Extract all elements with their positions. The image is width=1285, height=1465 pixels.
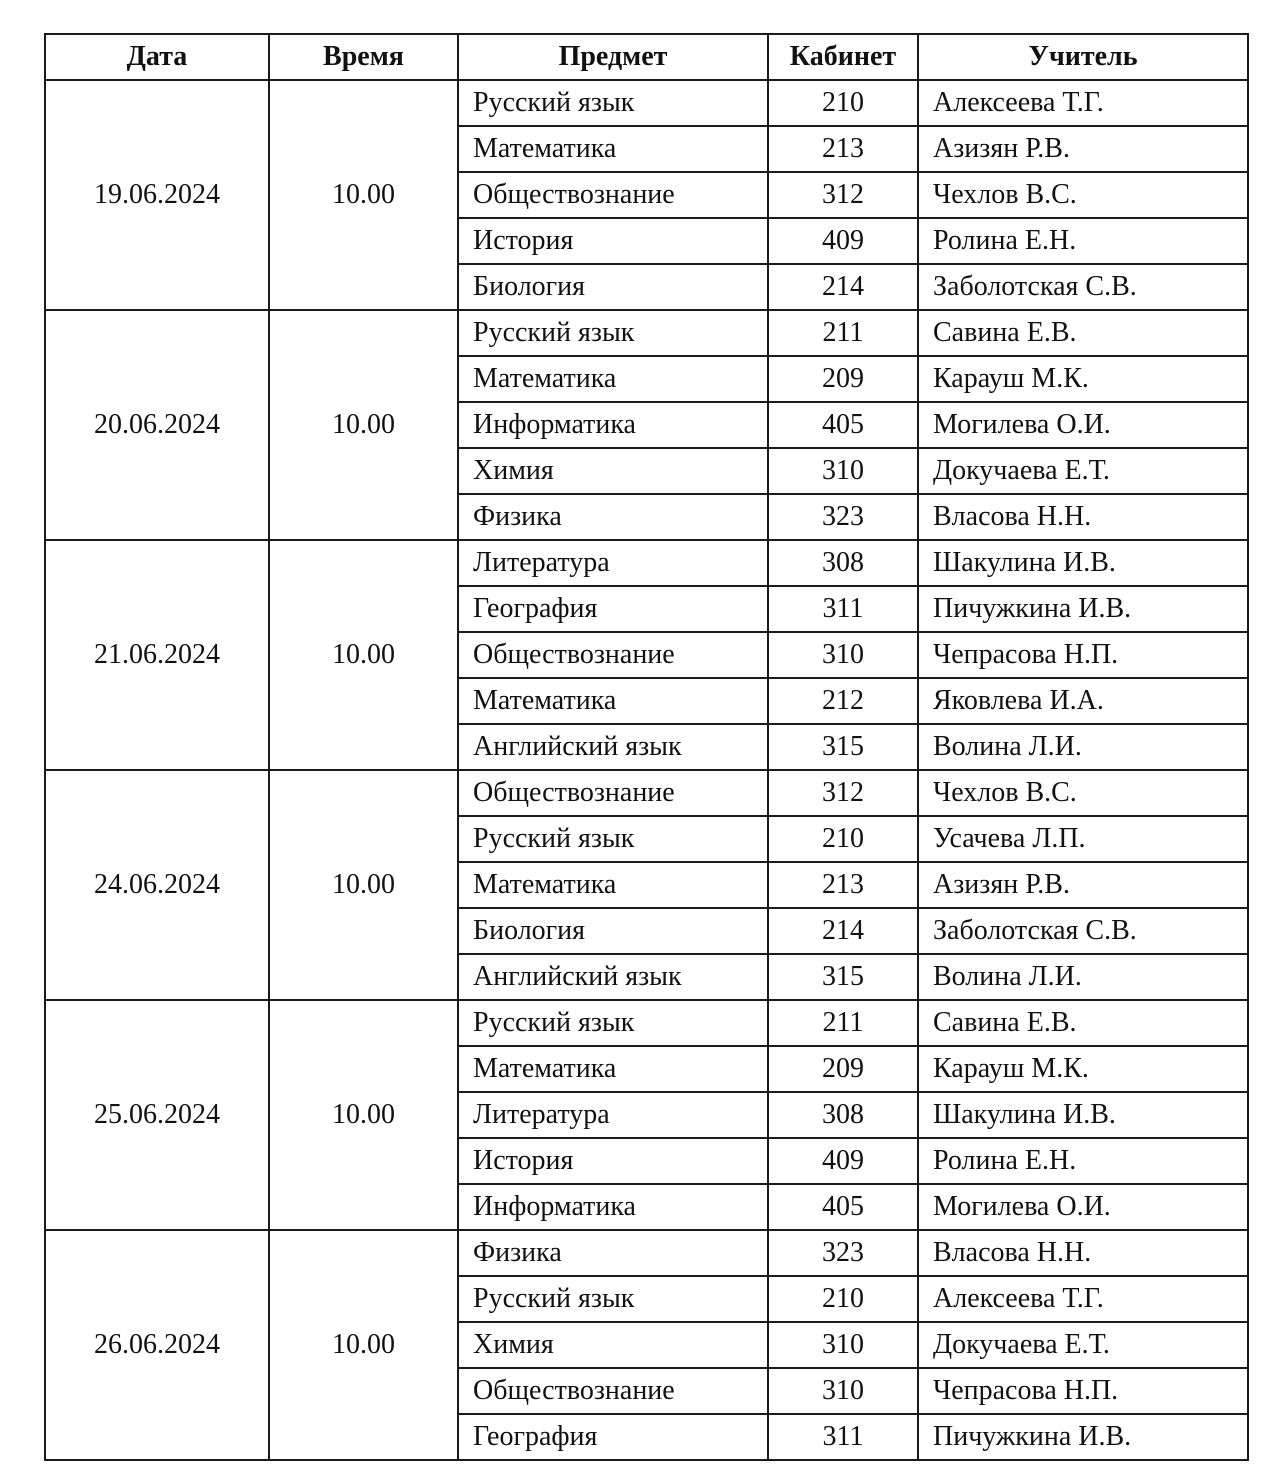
teacher-cell: Азизян Р.В. xyxy=(918,126,1248,172)
teacher-cell: Алексеева Т.Г. xyxy=(918,80,1248,126)
teacher-cell: Яковлева И.А. xyxy=(918,678,1248,724)
subject-cell: Русский язык xyxy=(458,310,768,356)
exam-time: 10.00 xyxy=(269,1000,458,1230)
teacher-cell: Савина Е.В. xyxy=(918,1000,1248,1046)
room-cell: 310 xyxy=(768,448,918,494)
header-subject: Предмет xyxy=(458,34,768,80)
room-cell: 409 xyxy=(768,1138,918,1184)
room-cell: 310 xyxy=(768,1322,918,1368)
room-cell: 212 xyxy=(768,678,918,724)
teacher-cell: Ролина Е.Н. xyxy=(918,218,1248,264)
exam-time: 10.00 xyxy=(269,1230,458,1460)
exam-time: 10.00 xyxy=(269,770,458,1000)
header-time: Время xyxy=(269,34,458,80)
exam-time: 10.00 xyxy=(269,80,458,310)
header-row xyxy=(45,34,1248,80)
exam-date: 21.06.2024 xyxy=(45,540,269,770)
teacher-cell: Чепрасова Н.П. xyxy=(918,632,1248,678)
teacher-cell: Докучаева Е.Т. xyxy=(918,448,1248,494)
table-row xyxy=(45,310,1248,356)
table-row xyxy=(45,1230,1248,1276)
subject-cell: Химия xyxy=(458,1322,768,1368)
room-cell: 311 xyxy=(768,1414,918,1460)
subject-cell: Биология xyxy=(458,264,768,310)
teacher-cell: Власова Н.Н. xyxy=(918,1230,1248,1276)
table-row xyxy=(45,1000,1248,1046)
subject-cell: Литература xyxy=(458,540,768,586)
room-cell: 308 xyxy=(768,540,918,586)
table-row xyxy=(45,80,1248,126)
teacher-cell: Чепрасова Н.П. xyxy=(918,1368,1248,1414)
table-body xyxy=(45,80,1248,1460)
teacher-cell: Карауш М.К. xyxy=(918,1046,1248,1092)
teacher-cell: Чехлов В.С. xyxy=(918,770,1248,816)
subject-cell: Русский язык xyxy=(458,80,768,126)
room-cell: 213 xyxy=(768,126,918,172)
teacher-cell: Азизян Р.В. xyxy=(918,862,1248,908)
subject-cell: География xyxy=(458,586,768,632)
exam-date: 26.06.2024 xyxy=(45,1230,269,1460)
header-date: Дата xyxy=(45,34,269,80)
subject-cell: Информатика xyxy=(458,1184,768,1230)
subject-cell: Английский язык xyxy=(458,724,768,770)
room-cell: 405 xyxy=(768,402,918,448)
room-cell: 409 xyxy=(768,218,918,264)
subject-cell: История xyxy=(458,218,768,264)
subject-cell: География xyxy=(458,1414,768,1460)
subject-cell: Литература xyxy=(458,1092,768,1138)
teacher-cell: Шакулина И.В. xyxy=(918,1092,1248,1138)
table-header xyxy=(45,34,1248,80)
teacher-cell: Шакулина И.В. xyxy=(918,540,1248,586)
schedule-table xyxy=(44,33,1249,1461)
subject-cell: Английский язык xyxy=(458,954,768,1000)
teacher-cell: Волина Л.И. xyxy=(918,724,1248,770)
room-cell: 209 xyxy=(768,1046,918,1092)
subject-cell: Математика xyxy=(458,862,768,908)
subject-cell: Биология xyxy=(458,908,768,954)
room-cell: 210 xyxy=(768,80,918,126)
teacher-cell: Заболотская С.В. xyxy=(918,908,1248,954)
teacher-cell: Пичужкина И.В. xyxy=(918,586,1248,632)
room-cell: 311 xyxy=(768,586,918,632)
exam-date: 20.06.2024 xyxy=(45,310,269,540)
subject-cell: Математика xyxy=(458,678,768,724)
subject-cell: Обществознание xyxy=(458,770,768,816)
room-cell: 312 xyxy=(768,172,918,218)
teacher-cell: Ролина Е.Н. xyxy=(918,1138,1248,1184)
room-cell: 310 xyxy=(768,632,918,678)
teacher-cell: Пичужкина И.В. xyxy=(918,1414,1248,1460)
room-cell: 315 xyxy=(768,954,918,1000)
table-row xyxy=(45,770,1248,816)
header-teacher: Учитель xyxy=(918,34,1248,80)
room-cell: 210 xyxy=(768,1276,918,1322)
teacher-cell: Волина Л.И. xyxy=(918,954,1248,1000)
room-cell: 211 xyxy=(768,1000,918,1046)
subject-cell: Физика xyxy=(458,494,768,540)
room-cell: 315 xyxy=(768,724,918,770)
subject-cell: Русский язык xyxy=(458,1000,768,1046)
room-cell: 210 xyxy=(768,816,918,862)
exam-date: 19.06.2024 xyxy=(45,80,269,310)
teacher-cell: Докучаева Е.Т. xyxy=(918,1322,1248,1368)
room-cell: 405 xyxy=(768,1184,918,1230)
room-cell: 214 xyxy=(768,908,918,954)
room-cell: 312 xyxy=(768,770,918,816)
subject-cell: Математика xyxy=(458,356,768,402)
room-cell: 214 xyxy=(768,264,918,310)
subject-cell: Русский язык xyxy=(458,1276,768,1322)
exam-date: 24.06.2024 xyxy=(45,770,269,1000)
teacher-cell: Усачева Л.П. xyxy=(918,816,1248,862)
teacher-cell: Савина Е.В. xyxy=(918,310,1248,356)
subject-cell: Математика xyxy=(458,126,768,172)
exam-date: 25.06.2024 xyxy=(45,1000,269,1230)
subject-cell: Обществознание xyxy=(458,172,768,218)
room-cell: 308 xyxy=(768,1092,918,1138)
teacher-cell: Заболотская С.В. xyxy=(918,264,1248,310)
room-cell: 211 xyxy=(768,310,918,356)
room-cell: 310 xyxy=(768,1368,918,1414)
teacher-cell: Карауш М.К. xyxy=(918,356,1248,402)
teacher-cell: Могилева О.И. xyxy=(918,402,1248,448)
subject-cell: Обществознание xyxy=(458,632,768,678)
room-cell: 323 xyxy=(768,494,918,540)
exam-time: 10.00 xyxy=(269,540,458,770)
subject-cell: Информатика xyxy=(458,402,768,448)
subject-cell: Обществознание xyxy=(458,1368,768,1414)
teacher-cell: Власова Н.Н. xyxy=(918,494,1248,540)
exam-time: 10.00 xyxy=(269,310,458,540)
subject-cell: Русский язык xyxy=(458,816,768,862)
subject-cell: Физика xyxy=(458,1230,768,1276)
room-cell: 209 xyxy=(768,356,918,402)
teacher-cell: Чехлов В.С. xyxy=(918,172,1248,218)
teacher-cell: Алексеева Т.Г. xyxy=(918,1276,1248,1322)
subject-cell: Математика xyxy=(458,1046,768,1092)
table-row xyxy=(45,540,1248,586)
room-cell: 213 xyxy=(768,862,918,908)
subject-cell: Химия xyxy=(458,448,768,494)
room-cell: 323 xyxy=(768,1230,918,1276)
teacher-cell: Могилева О.И. xyxy=(918,1184,1248,1230)
subject-cell: История xyxy=(458,1138,768,1184)
header-room: Кабинет xyxy=(768,34,918,80)
